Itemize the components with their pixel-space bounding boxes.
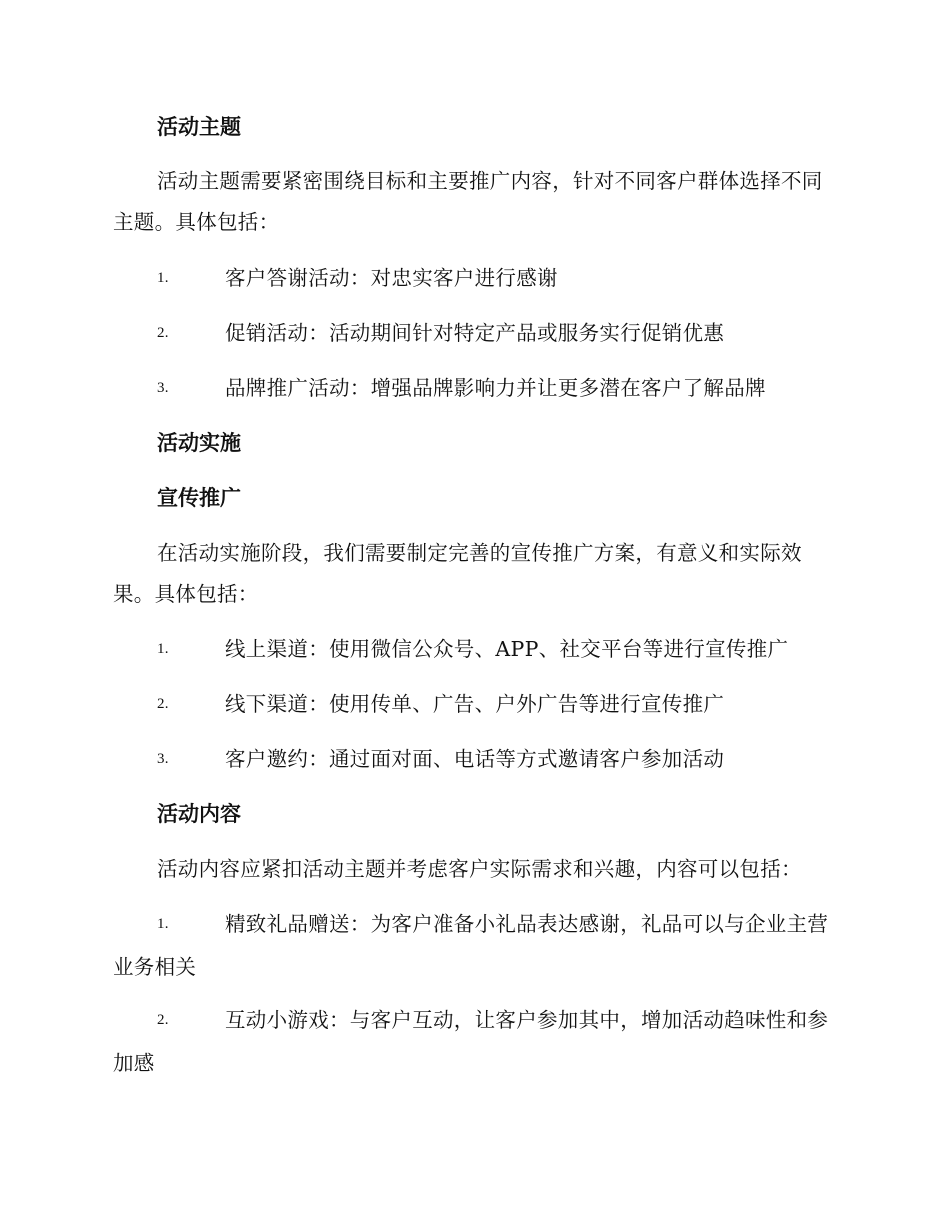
- section-heading-activity-implementation: 活动实施: [157, 430, 241, 455]
- section-heading-promotion: 宣传推广: [157, 485, 241, 510]
- list-text: 客户邀约：通过面对面、电话等方式邀请客户参加活动: [225, 747, 725, 771]
- paragraph-activity-theme: 活动主题需要紧密围绕目标和主要推广内容，针对不同客户群体选择不同主题。具体包括：: [113, 169, 823, 234]
- paragraph-activity-content: 活动内容应紧扣活动主题并考虑客户实际需求和兴趣，内容可以包括：: [157, 857, 802, 881]
- list-number: 2.: [157, 325, 169, 341]
- list-number: 1.: [157, 641, 169, 657]
- list-text: 品牌推广活动：增强品牌影响力并让更多潜在客户了解品牌: [225, 376, 766, 400]
- list-item: [113, 257, 837, 300]
- paragraph-promotion: 在活动实施阶段，我们需要制定完善的宣传推广方案，有意义和实际效果。具体包括：: [113, 541, 802, 606]
- list-text: 促销活动：活动期间针对特定产品或服务实行促销优惠: [225, 321, 725, 345]
- list-text: 线下渠道：使用传单、广告、户外广告等进行宣传推广: [225, 692, 725, 716]
- list-number: 3.: [157, 380, 169, 396]
- list-number: 1.: [157, 916, 169, 932]
- list-number: 2.: [157, 1012, 169, 1028]
- list-item: [113, 367, 837, 410]
- list-text: 客户答谢活动：对忠实客户进行感谢: [225, 266, 558, 290]
- list-item: [113, 312, 837, 355]
- list-number: 1.: [157, 270, 169, 286]
- list-number: 2.: [157, 696, 169, 712]
- list-item: [113, 683, 837, 726]
- section-heading-activity-content: 活动内容: [157, 801, 241, 826]
- list-item: [113, 628, 837, 671]
- list-number: 3.: [157, 751, 169, 767]
- list-text: 线上渠道：使用微信公众号、APP、社交平台等进行宣传推广: [225, 637, 789, 661]
- list-item: [113, 999, 837, 1085]
- list-item: [113, 903, 837, 989]
- list-text: 精致礼品赠送：为客户准备小礼品表达感谢，礼品可以与企业主营业务相关: [113, 912, 829, 979]
- section-heading-activity-theme: 活动主题: [157, 114, 241, 139]
- list-text: 互动小游戏：与客户互动，让客户参加其中，增加活动趋味性和参加感: [113, 1008, 829, 1075]
- list-item: [113, 738, 837, 781]
